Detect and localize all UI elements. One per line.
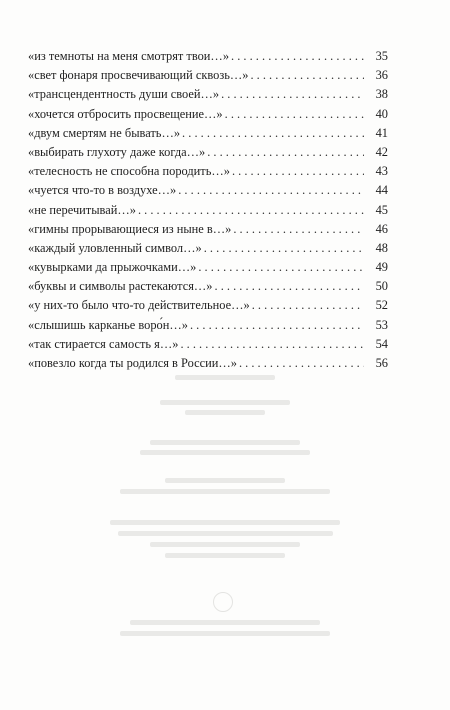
toc-entry-page: 42	[375, 144, 388, 159]
toc-leader-dots	[198, 258, 364, 277]
toc-entry	[28, 354, 388, 373]
toc-entry	[28, 239, 388, 258]
toc-entry-title: «повезло когда ты родился в России…»	[28, 356, 237, 370]
toc-entry-page: 44	[375, 183, 388, 198]
toc-entry	[28, 316, 388, 335]
toc-leader-dots	[182, 124, 364, 143]
toc-entry-title: «свет фонаря просвечивающий сквозь…»	[28, 68, 249, 83]
toc-entry	[28, 105, 388, 124]
toc-leader-dots	[207, 143, 364, 162]
toc-entry-page: 40	[375, 106, 388, 121]
toc-leader-dots	[204, 239, 364, 258]
toc-entry	[28, 258, 388, 277]
toc-leader-dots	[215, 277, 364, 296]
toc-entry-title: «слышишь карканье воро́н…»	[28, 317, 188, 332]
toc-entry-page: 35	[375, 49, 388, 63]
toc-entry-page: 38	[375, 87, 388, 102]
toc-entry-title: «кувырками да прыжочками…»	[28, 260, 197, 275]
toc-entry-title: «выбирать глухоту даже когда…»	[28, 144, 206, 159]
toc-leader-dots	[225, 105, 364, 124]
toc-entry-title: «буквы и символы растекаются…»	[28, 279, 213, 294]
toc-entry-title: «трансцендентность души своей…»	[28, 87, 220, 102]
toc-leader-dots	[138, 201, 364, 220]
toc-entry-page: 45	[375, 202, 388, 217]
toc-entry-page: 41	[375, 125, 388, 140]
toc-entry-page: 48	[375, 240, 388, 255]
toc-entry-title: «чуется что-то в воздухе…»	[28, 183, 177, 198]
toc-entry-title: «двум смертям не бывать…»	[28, 125, 181, 140]
toc-entry-page: 54	[375, 336, 388, 351]
toc-entry-title: «телесность не способна породить…»	[28, 164, 230, 179]
toc-entry	[28, 220, 388, 239]
toc-entry	[28, 201, 388, 220]
toc-entry	[28, 277, 388, 296]
toc-entry	[28, 181, 388, 200]
toc-leader-dots	[250, 66, 364, 85]
toc-entry	[28, 66, 388, 85]
toc-entry-page: 52	[375, 298, 388, 313]
toc-entry	[28, 296, 388, 315]
toc-entry-page: 46	[375, 221, 388, 236]
toc-entry-title: «у них-то было что-то действительное…»	[28, 298, 250, 313]
toc-entry	[28, 335, 388, 354]
toc-entry-page: 50	[375, 279, 388, 294]
toc-entry-page: 53	[375, 317, 388, 332]
toc-entry	[28, 85, 388, 104]
toc-entry-page: 36	[375, 68, 388, 83]
toc-entry-title: «каждый уловленный символ…»	[28, 240, 202, 255]
toc-entry-page: 56	[375, 356, 388, 370]
toc-leader-dots	[178, 181, 364, 200]
toc-leader-dots	[239, 354, 364, 373]
toc-entry-page: 43	[375, 164, 388, 179]
toc-entry	[28, 143, 388, 162]
toc-entry-title: «из темноты на меня смотрят твои…»	[28, 49, 230, 63]
toc-entry-title: «гимны прорывающиеся из ныне в…»	[28, 221, 232, 236]
toc-leader-dots	[190, 316, 364, 335]
toc-leader-dots	[221, 85, 364, 104]
toc-leader-dots	[252, 296, 364, 315]
toc-leader-dots	[232, 162, 364, 181]
toc-leader-dots	[233, 220, 364, 239]
toc-leader-dots	[231, 47, 364, 66]
toc-entry-title: «не перечитывай…»	[28, 202, 136, 217]
toc-entry	[28, 162, 388, 181]
toc-entry	[28, 47, 388, 66]
toc-entry-title: «хочется отбросить просвещение…»	[28, 106, 223, 121]
table-of-contents	[28, 47, 388, 373]
toc-entry-title: «так стирается самость я…»	[28, 336, 179, 351]
toc-entry-page: 49	[375, 260, 388, 275]
toc-leader-dots	[180, 335, 364, 354]
publisher-logo-ghost	[213, 592, 233, 612]
toc-entry	[28, 124, 388, 143]
